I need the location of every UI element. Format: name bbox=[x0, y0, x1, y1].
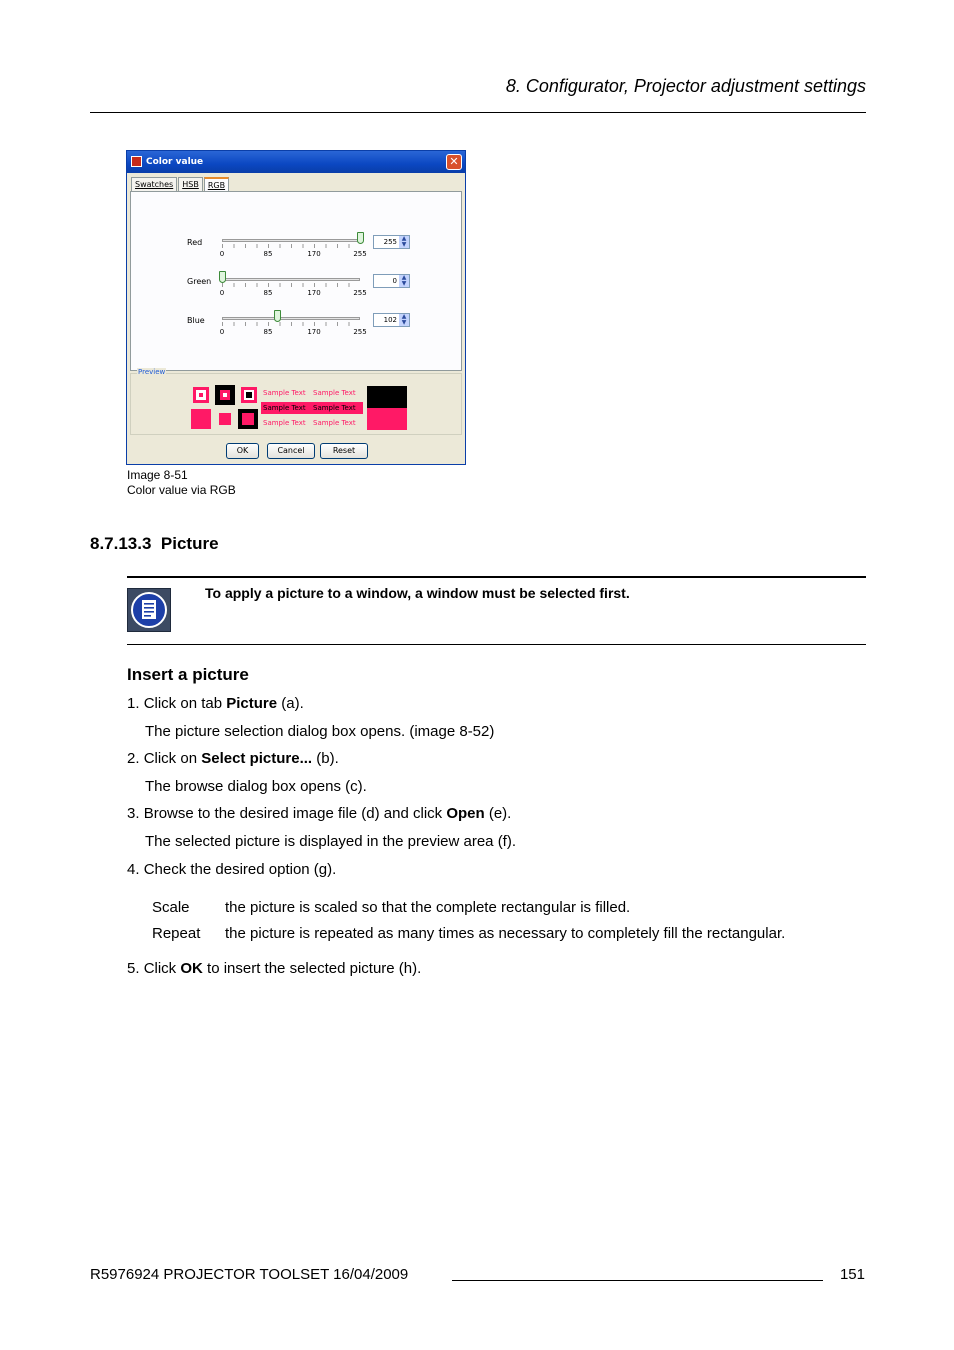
footer-rule bbox=[452, 1280, 823, 1281]
slider-label-red: Red bbox=[187, 238, 203, 247]
slider-label-blue: Blue bbox=[187, 316, 205, 325]
ok-button[interactable]: OK bbox=[226, 443, 259, 459]
step-bold: Select picture... bbox=[201, 750, 313, 767]
spinner-arrows-icon[interactable]: ▲ ▼ bbox=[399, 275, 409, 287]
dialog-titlebar bbox=[127, 151, 465, 173]
spinner-value-green: 0 bbox=[392, 277, 397, 285]
header-rule bbox=[90, 112, 866, 113]
step-3-result: The selected picture is displayed in the preview area (f). bbox=[145, 833, 517, 850]
slider-ticks bbox=[222, 244, 360, 248]
preview-swatch bbox=[238, 409, 258, 429]
option-description: the picture is repeated as many times as necessary to completely fill the rectangular. bbox=[225, 925, 786, 942]
tick-label: 0 bbox=[219, 289, 225, 297]
tick-label: 85 bbox=[263, 250, 273, 258]
spinner-arrows-icon[interactable]: ▲ ▼ bbox=[399, 314, 409, 326]
footer-doc-info: R5976924 PROJECTOR TOOLSET 16/04/2009 bbox=[90, 1266, 409, 1283]
section-number: 8.7.13.3 bbox=[90, 534, 152, 553]
note-document-icon bbox=[127, 588, 171, 632]
slider-track-blue[interactable] bbox=[222, 317, 360, 320]
step-1-result: The picture selection dialog box opens. (image 8-52) bbox=[145, 723, 495, 740]
preview-swatch-dot bbox=[246, 392, 252, 398]
tab-hsb[interactable]: HSB bbox=[178, 177, 203, 191]
sample-text: Sample Text bbox=[313, 404, 356, 412]
tick-label: 0 bbox=[219, 250, 225, 258]
image-caption: Color value via RGB bbox=[127, 483, 236, 497]
slider-label-green: Green bbox=[187, 277, 212, 286]
sample-text: Sample Text bbox=[263, 404, 306, 412]
preview-swatch-dot bbox=[223, 393, 227, 397]
tick-label: 255 bbox=[353, 289, 367, 297]
slider-row-red bbox=[131, 230, 461, 264]
reset-button[interactable]: Reset bbox=[320, 443, 368, 459]
step-text: Click on bbox=[143, 750, 202, 767]
step-5 bbox=[127, 960, 421, 977]
tick-label: 170 bbox=[307, 289, 321, 297]
step-1 bbox=[127, 695, 304, 712]
step-3 bbox=[127, 805, 511, 822]
spinner-arrows-icon[interactable]: ▲ ▼ bbox=[399, 236, 409, 248]
sample-text: Sample Text bbox=[263, 389, 306, 397]
sample-text: Sample Text bbox=[313, 389, 356, 397]
preview-swatch bbox=[241, 387, 257, 403]
preview-label: Preview bbox=[138, 368, 166, 376]
slider-thumb-red[interactable] bbox=[357, 232, 364, 244]
tab-swatches[interactable]: Swatches bbox=[131, 177, 177, 191]
step-number: 3. bbox=[127, 805, 140, 822]
step-text-after: to insert the selected picture (h). bbox=[202, 960, 422, 977]
slider-row-green bbox=[131, 269, 461, 303]
preview-panel bbox=[130, 368, 462, 435]
slider-thumb-blue[interactable] bbox=[274, 310, 281, 322]
step-text-after: (b). bbox=[312, 750, 339, 767]
color-value-dialog-screenshot bbox=[126, 150, 466, 465]
option-description: the picture is scaled so that the complete rectangular is filled. bbox=[225, 899, 631, 916]
step-2-result: The browse dialog box opens (c). bbox=[145, 778, 367, 795]
cancel-button[interactable]: Cancel bbox=[267, 443, 315, 459]
preview-swatch-inner bbox=[242, 413, 254, 425]
step-text: Check the desired option (g). bbox=[143, 861, 337, 878]
tick-label: 170 bbox=[307, 250, 321, 258]
preview-swatch bbox=[219, 413, 231, 425]
preview-swatch bbox=[193, 387, 209, 403]
spinner-green[interactable] bbox=[373, 274, 410, 288]
preview-swatch bbox=[191, 409, 211, 429]
step-text: Click on tab bbox=[143, 695, 227, 712]
slider-ticks bbox=[222, 322, 360, 326]
tab-rgb[interactable]: RGB bbox=[204, 177, 229, 191]
preview-block-pink bbox=[367, 408, 407, 430]
step-text-after: (e). bbox=[484, 805, 512, 822]
step-number: 1. bbox=[127, 695, 140, 712]
step-bold: OK bbox=[180, 960, 203, 977]
spinner-blue[interactable] bbox=[373, 313, 410, 327]
slider-track-green[interactable] bbox=[222, 278, 360, 281]
note-bottom-rule bbox=[127, 644, 866, 645]
section-title: Picture bbox=[160, 534, 219, 553]
step-text-after: (a). bbox=[277, 695, 304, 712]
note-top-rule bbox=[127, 576, 866, 578]
step-number: 2. bbox=[127, 750, 140, 767]
section-heading bbox=[90, 534, 219, 554]
note-text: To apply a picture to a window, a window must be selected first. bbox=[205, 585, 630, 601]
slider-row-blue bbox=[131, 308, 461, 342]
sample-text: Sample Text bbox=[313, 419, 356, 427]
preview-block-black bbox=[367, 386, 407, 408]
tick-label: 85 bbox=[263, 328, 273, 336]
option-term: Scale bbox=[152, 899, 190, 916]
step-2 bbox=[127, 750, 339, 767]
preview-swatch-dot bbox=[199, 393, 203, 397]
page-number: 151 bbox=[839, 1266, 865, 1283]
step-bold: Open bbox=[446, 805, 485, 822]
rgb-tab-panel bbox=[130, 191, 462, 371]
spinner-red[interactable] bbox=[373, 235, 410, 249]
app-icon bbox=[131, 156, 142, 167]
spinner-value-red: 255 bbox=[383, 238, 397, 246]
tick-label: 170 bbox=[307, 328, 321, 336]
tick-label: 255 bbox=[353, 250, 367, 258]
subheading: Insert a picture bbox=[127, 665, 249, 684]
slider-ticks bbox=[222, 283, 360, 287]
step-4 bbox=[127, 861, 336, 878]
tick-label: 0 bbox=[219, 328, 225, 336]
preview-swatch bbox=[215, 385, 235, 405]
tick-label: 255 bbox=[353, 328, 367, 336]
close-icon[interactable]: ✕ bbox=[446, 154, 462, 170]
step-text: Browse to the desired image file (d) and click bbox=[143, 805, 447, 822]
step-number: 4. bbox=[127, 861, 140, 878]
sample-text: Sample Text bbox=[263, 419, 306, 427]
running-header: 8. Configurator, Projector adjustment settings bbox=[505, 76, 866, 96]
step-text: Click bbox=[143, 960, 181, 977]
tick-label: 85 bbox=[263, 289, 273, 297]
step-bold: Picture bbox=[226, 695, 278, 712]
image-number: Image 8-51 bbox=[127, 468, 188, 482]
slider-thumb-green[interactable] bbox=[219, 271, 226, 283]
dialog-title: Color value bbox=[146, 157, 204, 167]
step-number: 5. bbox=[127, 960, 140, 977]
spinner-value-blue: 102 bbox=[383, 316, 397, 324]
slider-track-red[interactable] bbox=[222, 239, 360, 242]
option-term: Repeat bbox=[152, 925, 201, 942]
tab-strip bbox=[131, 177, 230, 191]
